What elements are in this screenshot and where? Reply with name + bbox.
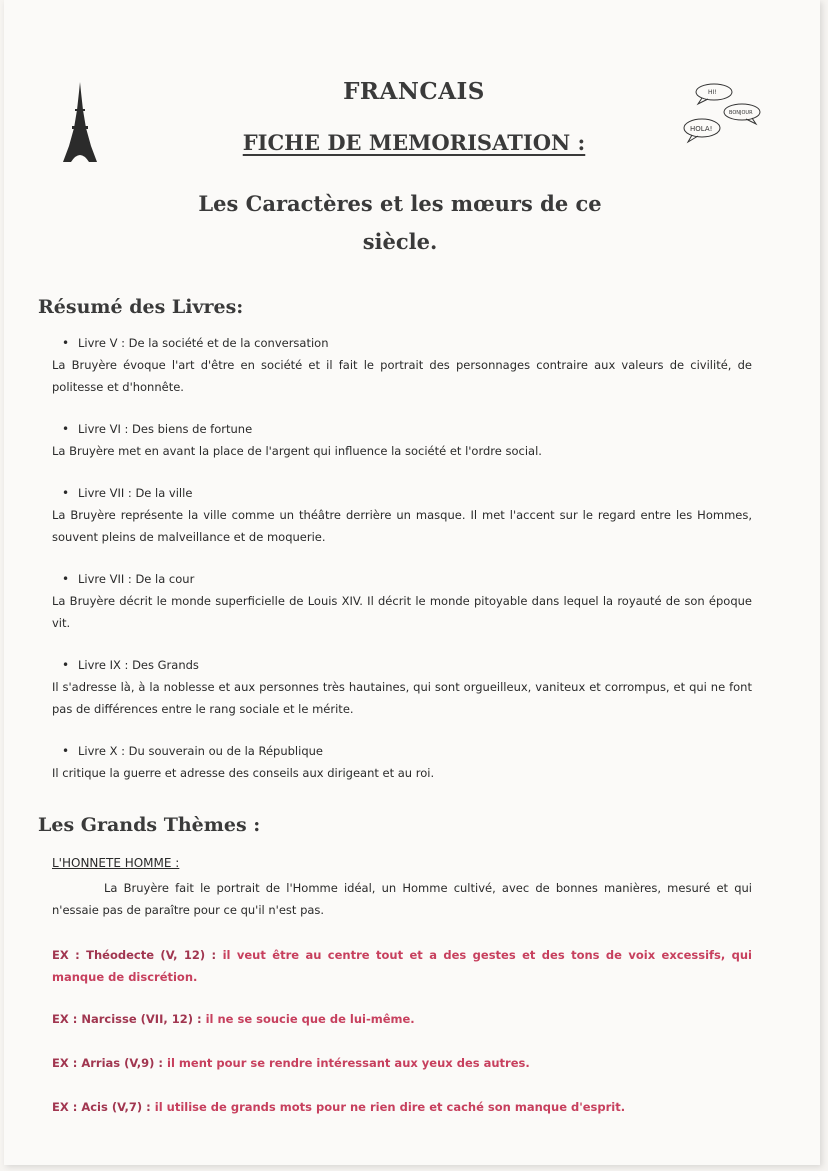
work-title xyxy=(140,185,660,261)
book-entry-vi xyxy=(52,418,752,462)
theme-subheading: L'HONNETE HOMME : xyxy=(52,856,180,870)
example-text: il veut être au centre tout et a des gestes et des tons de voix excessifs, qui manque de discrétion. xyxy=(52,948,752,984)
book-description: La Bruyère décrit le monde superficielle de Louis XIV. Il décrit le monde pitoyable dans lequel la royauté de son époque vit. xyxy=(52,594,752,630)
book-description: La Bruyère représente la ville comme un théâtre derrière un masque. Il met l'accent sur le regard entre les Hommes, souvent pleins de malveillance et de moquerie. xyxy=(52,508,752,544)
book-description: Il s'adresse là, à la noblesse et aux personnes très hautaines, qui sont orgueilleux, vaniteux et corrompus, et qui ne font pas de différences entre le rang sociale et le mérite. xyxy=(52,680,752,716)
subject-title: FRANCAIS xyxy=(343,78,485,105)
book-description: La Bruyère évoque l'art d'être en société et il fait le portrait des personnages contraire aux valeurs de civilité, de politesse et d'honnête. xyxy=(52,358,752,394)
example-text: il ment pour se rendre intéressant aux yeux des autres. xyxy=(163,1056,530,1070)
book-entry-vii-ville xyxy=(52,482,752,548)
example-text: il utilise de grands mots pour ne rien dire et caché son manque d'esprit. xyxy=(150,1100,626,1114)
book-entry-x xyxy=(52,740,752,784)
example-name: EX : Théodecte (V, 12) : xyxy=(52,948,217,962)
book-label: • Livre VII : De la ville xyxy=(52,482,752,504)
work-title-line1: Les Caractères et les mœurs de ce xyxy=(198,191,602,216)
summary-heading: Résumé des Livres: xyxy=(38,296,244,318)
bubble-hi: HI! xyxy=(708,89,717,96)
book-label: • Livre VI : Des biens de fortune xyxy=(52,418,752,440)
theme-intro xyxy=(52,877,752,921)
example-narcisse xyxy=(52,1008,752,1030)
example-theodecte xyxy=(52,944,752,988)
book-entry-ix xyxy=(52,654,752,720)
bubble-hola: HOLA! xyxy=(690,125,713,133)
book-label: • Livre IX : Des Grands xyxy=(52,654,752,676)
example-arrias xyxy=(52,1052,752,1074)
theme-intro-text: La Bruyère fait le portrait de l'Homme idéal, un Homme cultivé, avec de bonnes manières, mesuré et qui n'essaie pas de paraître pour ce qu'il n'est pas. xyxy=(52,881,752,917)
book-label: • Livre V : De la société et de la conversation xyxy=(52,332,752,354)
example-text: il ne se soucie que de lui-même. xyxy=(201,1012,415,1026)
book-entry-v xyxy=(52,332,752,398)
book-description: Il critique la guerre et adresse des conseils aux dirigeant et au roi. xyxy=(52,766,435,780)
book-entry-vii-cour xyxy=(52,568,752,634)
book-label: • Livre VII : De la cour xyxy=(52,568,752,590)
bubble-bonjour: BONJOUR xyxy=(729,110,753,116)
example-name: EX : Narcisse (VII, 12) : xyxy=(52,1012,202,1026)
example-name: EX : Acis (V,7) : xyxy=(52,1100,151,1114)
example-name: EX : Arrias (V,9) : xyxy=(52,1056,164,1070)
sheet-title: FICHE DE MEMORISATION : xyxy=(242,130,586,155)
book-label: • Livre X : Du souverain ou de la République xyxy=(52,740,752,762)
themes-heading: Les Grands Thèmes : xyxy=(38,814,261,836)
work-title-line2: siècle. xyxy=(362,229,438,254)
book-description: La Bruyère met en avant la place de l'argent qui influence la société et l'ordre social. xyxy=(52,444,542,458)
example-acis xyxy=(52,1096,752,1118)
